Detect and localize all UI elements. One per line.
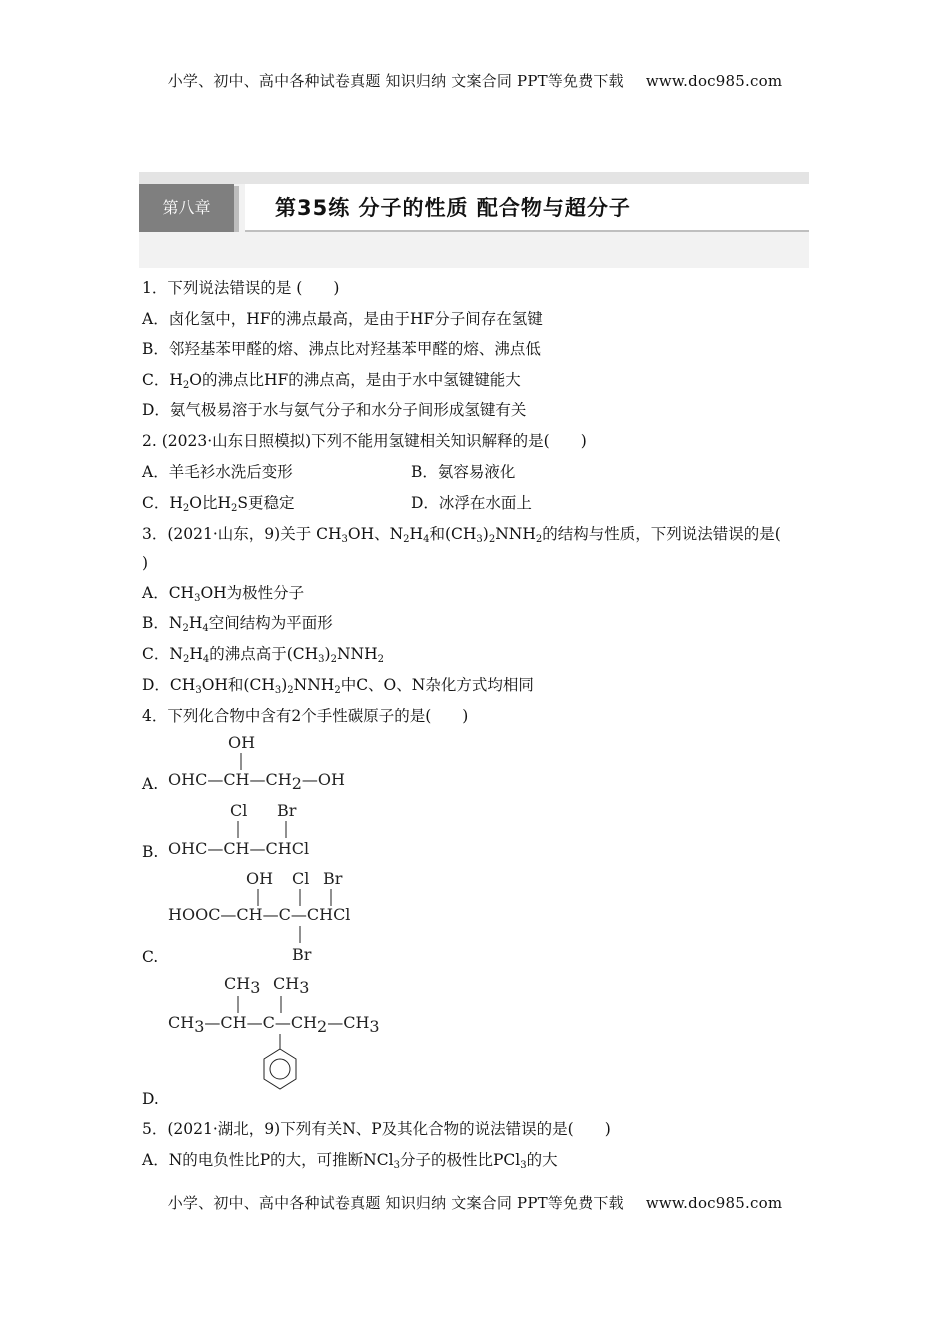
chapter-label: 第八章 xyxy=(139,184,234,232)
header-text: 小学、初中、高中各种试卷真题 知识归纳 文案合同 PPT等免费下载 xyxy=(167,72,624,90)
q2-option-c: C．$H_2O$比$H_2S$更稳定 xyxy=(142,494,295,514)
svg-text:Br: Br xyxy=(277,801,297,820)
svg-text:CH3: CH3 xyxy=(273,974,310,997)
q3-stem: 3．(2021·山东，9)关于 $CH_3OH$、$N_2H_4$和$(CH_3)_2NNH_2$的结构与性质，下列说法错误的是( xyxy=(142,525,781,545)
q2-option-d: D．冰浮在水面上 xyxy=(411,494,532,512)
q2-option-b: B．氨容易液化 xyxy=(411,463,516,481)
q4-option-a-label: A. xyxy=(142,775,159,793)
q1-option-c: C．$H_2O$的沸点比HF的沸点高，是由于水中氢键键能大 xyxy=(142,371,521,391)
svg-text:CH3—CH—C—CH2—CH3: CH3—CH—C—CH2—CH3 xyxy=(168,1013,380,1036)
q4-option-d-label: D. xyxy=(142,1090,159,1108)
q1-option-a: A．卤化氢中，HF的沸点最高，是由于HF分子间存在氢键 xyxy=(142,310,543,328)
svg-text:OH: OH xyxy=(228,733,256,752)
svg-text:Cl: Cl xyxy=(230,801,248,820)
formula-d xyxy=(168,974,380,1089)
header-url[interactable]: www.doc985.com xyxy=(645,72,783,90)
q3-stem-line2: ) xyxy=(142,554,149,572)
q5-stem: 5．(2021·湖北，9)下列有关N、P及其化合物的说法错误的是( ) xyxy=(142,1120,611,1138)
svg-text:Br: Br xyxy=(323,869,343,888)
svg-text:Br: Br xyxy=(292,945,312,964)
svg-text:Cl: Cl xyxy=(292,869,310,888)
page-title: 第35练 分子的性质 配合物与超分子 xyxy=(275,196,631,220)
footer-url[interactable]: www.doc985.com xyxy=(645,1194,783,1212)
formula-b xyxy=(168,801,309,858)
q1-option-b: B．邻羟基苯甲醛的熔、沸点比对羟基苯甲醛的熔、沸点低 xyxy=(142,340,541,358)
q1-option-d: D．氨气极易溶于水与氨气分子和水分子间形成氢键有关 xyxy=(142,401,527,419)
benzene-ring xyxy=(264,1049,296,1089)
q3-option-a: A．$CH_3OH$为极性分子 xyxy=(142,584,305,604)
q4-stem: 4．下列化合物中含有2个手性碳原子的是( ) xyxy=(142,707,469,725)
svg-text:OHC—CH—CH2—OH: OHC—CH—CH2—OH xyxy=(168,770,345,793)
q4-option-c-label: C. xyxy=(142,948,159,966)
q3-option-c: C．$N_2H_4$的沸点高于$(CH_3)_2NNH_2$ xyxy=(142,645,384,665)
svg-text:OH: OH xyxy=(246,869,274,888)
q3-option-b: B．$N_2H_4$空间结构为平面形 xyxy=(142,614,333,634)
svg-text:HOOC—CH—C—CHCl: HOOC—CH—C—CHCl xyxy=(168,905,351,924)
footer-text: 小学、初中、高中各种试卷真题 知识归纳 文案合同 PPT等免费下载 xyxy=(167,1194,624,1212)
q5-option-a: A．N的电负性比P的大，可推断NCl$_3$分子的极性比PCl$_3$的大 xyxy=(142,1151,558,1171)
q2-option-a: A．羊毛衫水洗后变形 xyxy=(142,463,293,481)
page-footer xyxy=(0,1192,950,1213)
svg-text:OHC—CH—CHCl: OHC—CH—CHCl xyxy=(168,839,310,858)
formula-c xyxy=(168,869,350,964)
q1-stem: 1．下列说法错误的是 ( ) xyxy=(142,279,340,297)
formula-a xyxy=(168,733,345,793)
q2-stem: 2. (2023·山东日照模拟)下列不能用氢键相关知识解释的是( ) xyxy=(142,432,587,450)
svg-text:CH3: CH3 xyxy=(224,974,261,997)
q3-option-d: D．$CH_3OH$和$(CH_3)_2NNH_2$中C、O、N杂化方式均相同 xyxy=(142,676,534,696)
q4-option-b-label: B. xyxy=(142,843,159,861)
